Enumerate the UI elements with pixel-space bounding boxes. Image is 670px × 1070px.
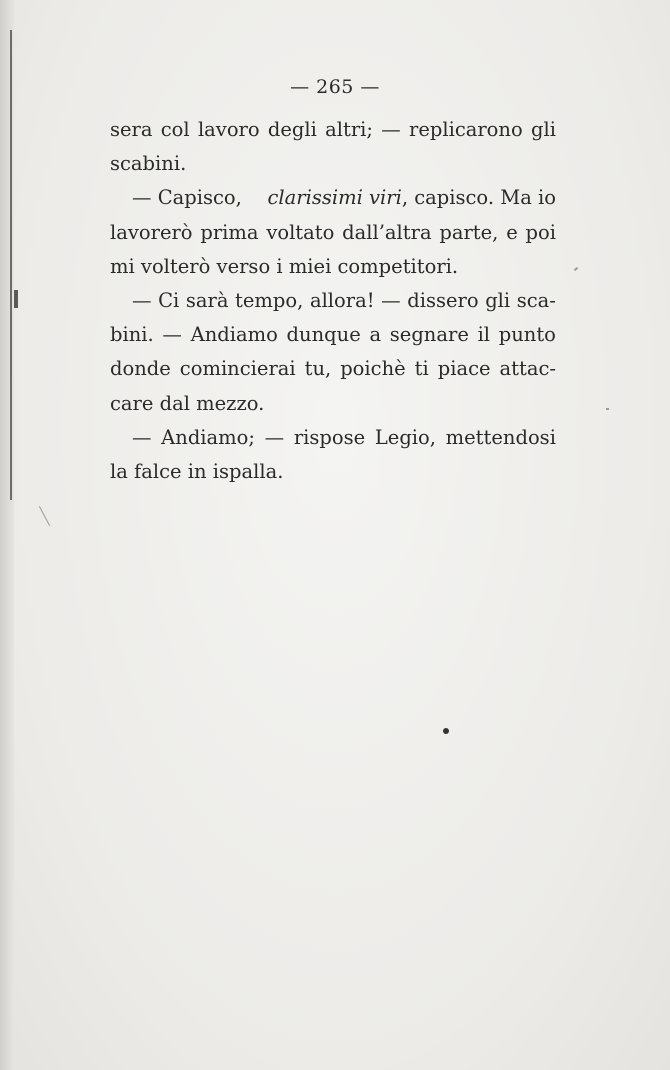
word: Ci xyxy=(158,289,180,313)
word: Andiamo xyxy=(190,323,278,347)
word: — xyxy=(381,118,401,141)
word: — xyxy=(162,323,182,347)
word: lavoro xyxy=(197,118,260,141)
text-line-3 xyxy=(110,181,556,215)
word: piace xyxy=(437,357,491,381)
word: degli xyxy=(267,118,317,141)
text-line-3-start: — Capisco, xyxy=(132,186,242,210)
word: — xyxy=(132,289,152,313)
text-line-1 xyxy=(110,113,556,147)
body-text xyxy=(110,113,556,489)
word: — xyxy=(132,425,152,449)
word: dissero xyxy=(407,289,479,313)
word: gli xyxy=(485,289,511,313)
binding-mark xyxy=(14,290,18,308)
word: replicarono xyxy=(409,118,523,141)
word: parte, xyxy=(439,220,499,244)
word: comincierai xyxy=(179,357,296,381)
word: allora! xyxy=(309,289,375,313)
text-line-5: mi volterò verso i miei competitori. xyxy=(110,254,459,278)
text-line-8 xyxy=(110,352,556,386)
paper-speck xyxy=(574,267,578,271)
text-line-7 xyxy=(110,318,556,352)
word: e xyxy=(506,220,518,244)
page-number: — 265 — xyxy=(290,76,380,98)
word: ti xyxy=(414,357,429,381)
word: — xyxy=(381,289,401,313)
word: donde xyxy=(110,357,171,381)
word: poichè xyxy=(340,357,406,381)
text-line-9: care dal mezzo. xyxy=(110,391,265,415)
paper-speck xyxy=(606,408,609,410)
word: tempo, xyxy=(235,289,304,313)
word: sera xyxy=(110,118,153,141)
word: — xyxy=(264,425,285,449)
text-line-2: scabini. xyxy=(110,152,187,176)
word: Andiamo; xyxy=(161,425,255,449)
word: mettendosi xyxy=(445,425,556,449)
text-line-3-end: , capisco. Ma io xyxy=(401,186,556,210)
word: a xyxy=(369,323,382,347)
word: dunque xyxy=(286,323,361,347)
binding-line xyxy=(10,30,12,500)
word: dall’altra xyxy=(342,220,432,244)
text-line-4 xyxy=(110,216,556,250)
word: col xyxy=(160,118,190,141)
latin-phrase: clarissimi viri xyxy=(267,186,402,210)
word: lavorerò xyxy=(110,220,193,244)
word: Legio, xyxy=(374,425,436,449)
word: sca- xyxy=(516,289,556,313)
word: altri; xyxy=(325,118,373,141)
text-line-11: la falce in ispalla. xyxy=(110,460,284,484)
word: bini. xyxy=(110,323,154,347)
word: prima xyxy=(200,220,259,244)
text-line-10 xyxy=(110,421,556,455)
word: sarà xyxy=(185,289,229,313)
word: voltato xyxy=(266,220,335,244)
word: il xyxy=(477,323,491,347)
word: rispose xyxy=(293,425,366,449)
text-line-6 xyxy=(110,284,556,318)
ink-dot xyxy=(443,728,449,734)
word: segnare xyxy=(389,323,469,347)
paper-speck xyxy=(39,506,50,526)
word: gli xyxy=(531,118,556,141)
word: attac- xyxy=(499,357,556,381)
word: poi xyxy=(525,220,556,244)
text-line-3-rest xyxy=(268,181,557,215)
word: tu, xyxy=(304,357,332,381)
word: punto xyxy=(498,323,556,347)
